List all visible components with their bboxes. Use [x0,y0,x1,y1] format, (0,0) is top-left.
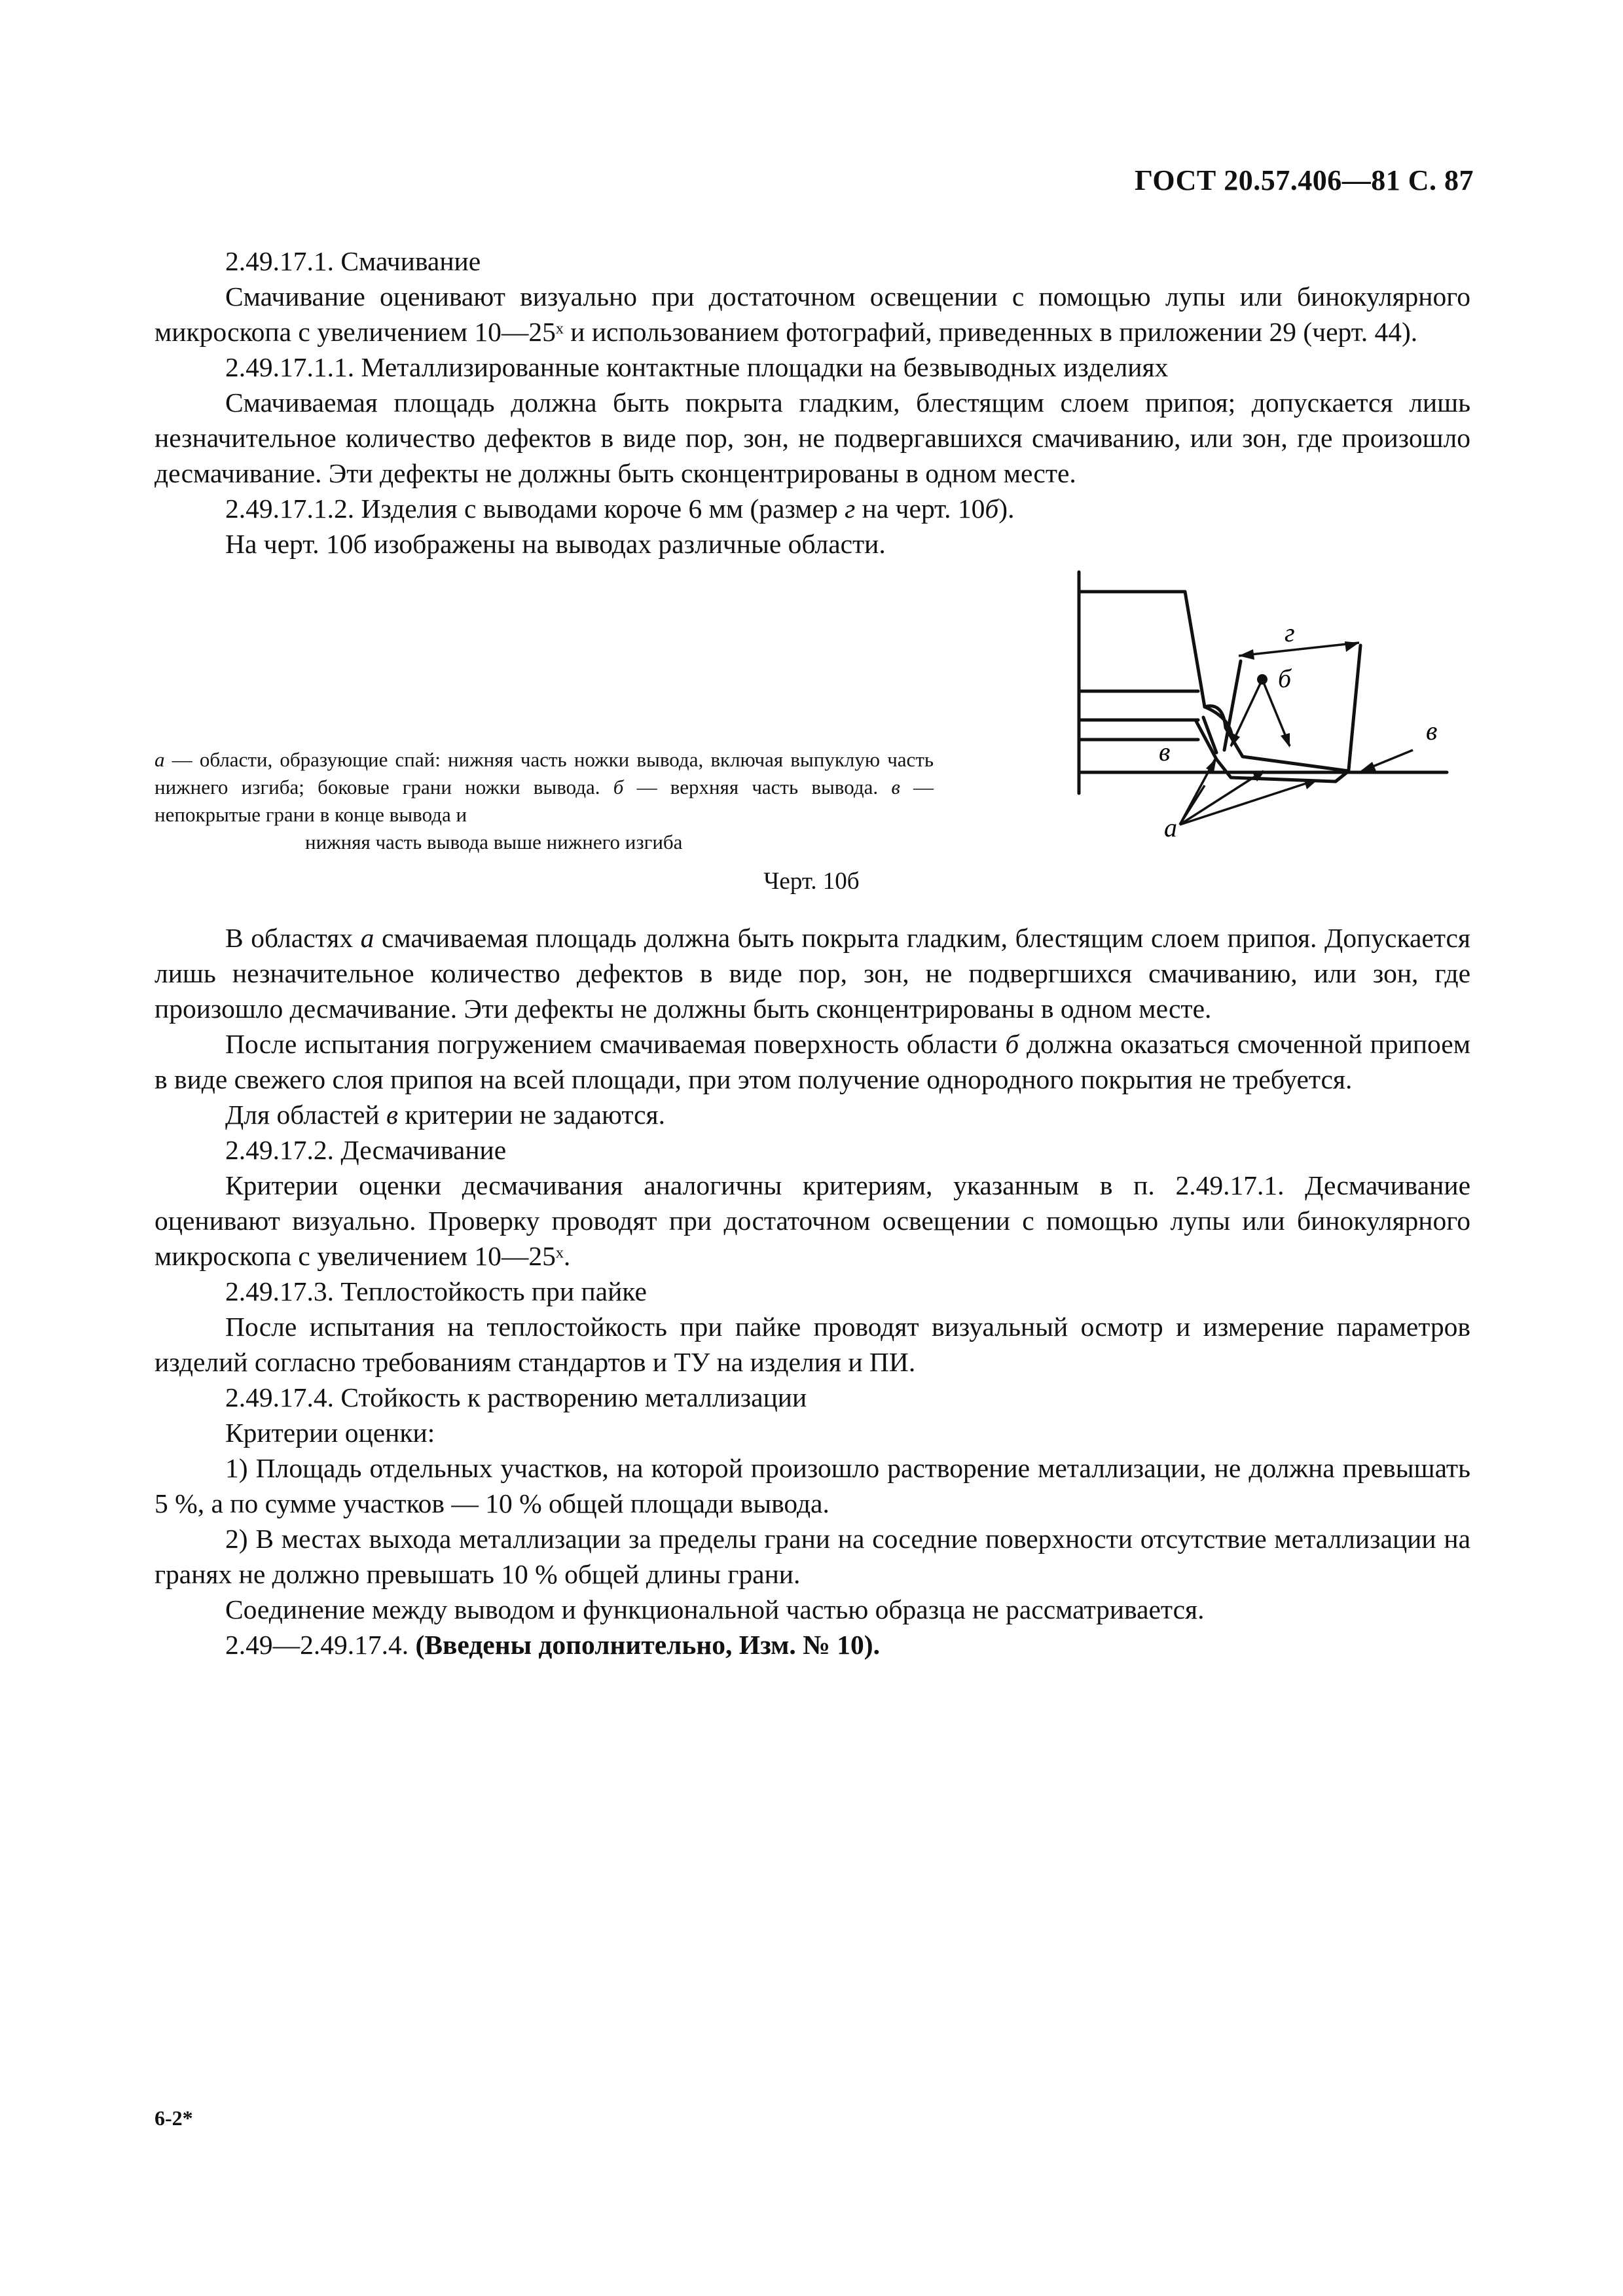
paragraph: В областях а смачиваемая площадь должна быть покрыта гладким, блестящим слоем припоя. Допускается лишь незначительное количество дефектов в виде пор, зон, не подвергшихся смачиванию, или зон, где произошло десмачивание. Эти дефекты не должны быть сконцентрированы в одном месте. [155,923,1470,1024]
paragraph: Критерии оценки десмачивания аналогичны критериям, указанным в п. 2.49.17.1. Десмачивание оценивают визуально. Проверку проводят при достаточном освещении с помощью лупы или бинокулярного микроскопа с увеличением 10—25ˣ. [155,1170,1470,1271]
label-v-left: в [1159,737,1171,766]
lead-drawing [1067,563,1473,851]
amendment-note: 2.49—2.49.17.4. (Введены дополнительно, Изм. № 10). [225,1630,880,1660]
paragraph: Критерии оценки: [225,1418,435,1448]
section-heading: 2.49.17.3. Теплостойкость при пайке [225,1276,647,1306]
paragraph: Смачивание оценивают визуально при достаточном освещении с помощью лупы или бинокулярного микроскопа с увеличением 10—25ˣ и использованием фотографий, приведенных в приложении 29 (черт. 44). [155,281,1470,347]
paragraph: На черт. 10б изображены на выводах различные области. [225,529,886,559]
paragraph: Смачиваемая площадь должна быть покрыта гладким, блестящим слоем припоя; допускается лишь незначительное количество дефектов в виде пор, зон, не подвергавшихся смачиванию, или зон, где произошло десмачивание. Эти дефекты не должны быть сконцентрированы в одном месте. [155,387,1470,488]
page-header: ГОСТ 20.57.406—81 С. 87 [1134,164,1474,196]
label-v-right: в [1426,716,1438,745]
bottom-text-block [155,920,1470,1662]
section-heading: 2.49.17.1.1. Металлизированные контактные площадки на безвыводных изделиях [225,352,1169,382]
section-heading: 2.49.17.1.2. Изделия с выводами короче 6 мм (размер г на черт. 10б). [225,493,1015,524]
figure-title: Черт. 10б [763,868,860,895]
section-heading: 2.49.17.4. Стойкость к растворению металлизации [225,1382,807,1412]
list-item: 1) Площадь отдельных участков, на которой произошло растворение металлизации, не должна превышать 5 %, а по сумме участков — 10 % общей площади вывода. [155,1453,1470,1518]
figure-legend: а — области, образующие спай: нижняя часть ножки вывода, включая выпуклую часть нижнего изгиба; боковые грани ножки вывода. б — верхняя часть вывода. в — непокрытые грани в конце вывода и нижняя часть вывода выше нижнего изгиба [155,748,934,853]
label-b: б [1278,664,1292,693]
top-text-block [155,243,1470,562]
list-item: 2) В местах выхода металлизации за пределы грани на соседние поверхности отсутствие металлизации на гранях не должно превышать 10 % общей длины грани. [155,1524,1470,1589]
label-a: а [1164,813,1177,842]
paragraph: После испытания на теплостойкость при пайке проводят визуальный осмотр и измерение параметров изделий согласно требованиям стандартов и ТУ на изделия и ПИ. [155,1312,1470,1377]
paragraph: Для областей в критерии не задаются. [225,1100,665,1130]
section-heading: 2.49.17.2. Десмачивание [225,1135,507,1165]
paragraph: После испытания погружением смачиваемая поверхность области б должна оказаться смоченной припоем в виде свежего слоя припоя на всей площади, при этом получение однородного покрытия не требуется. [155,1029,1470,1094]
section-heading: 2.49.17.1. Смачивание [225,246,481,276]
label-g: г [1285,618,1295,647]
paragraph: Соединение между выводом и функциональной частью образца не рассматривается. [225,1594,1205,1624]
page-footer-mark: 6-2* [155,2106,193,2130]
